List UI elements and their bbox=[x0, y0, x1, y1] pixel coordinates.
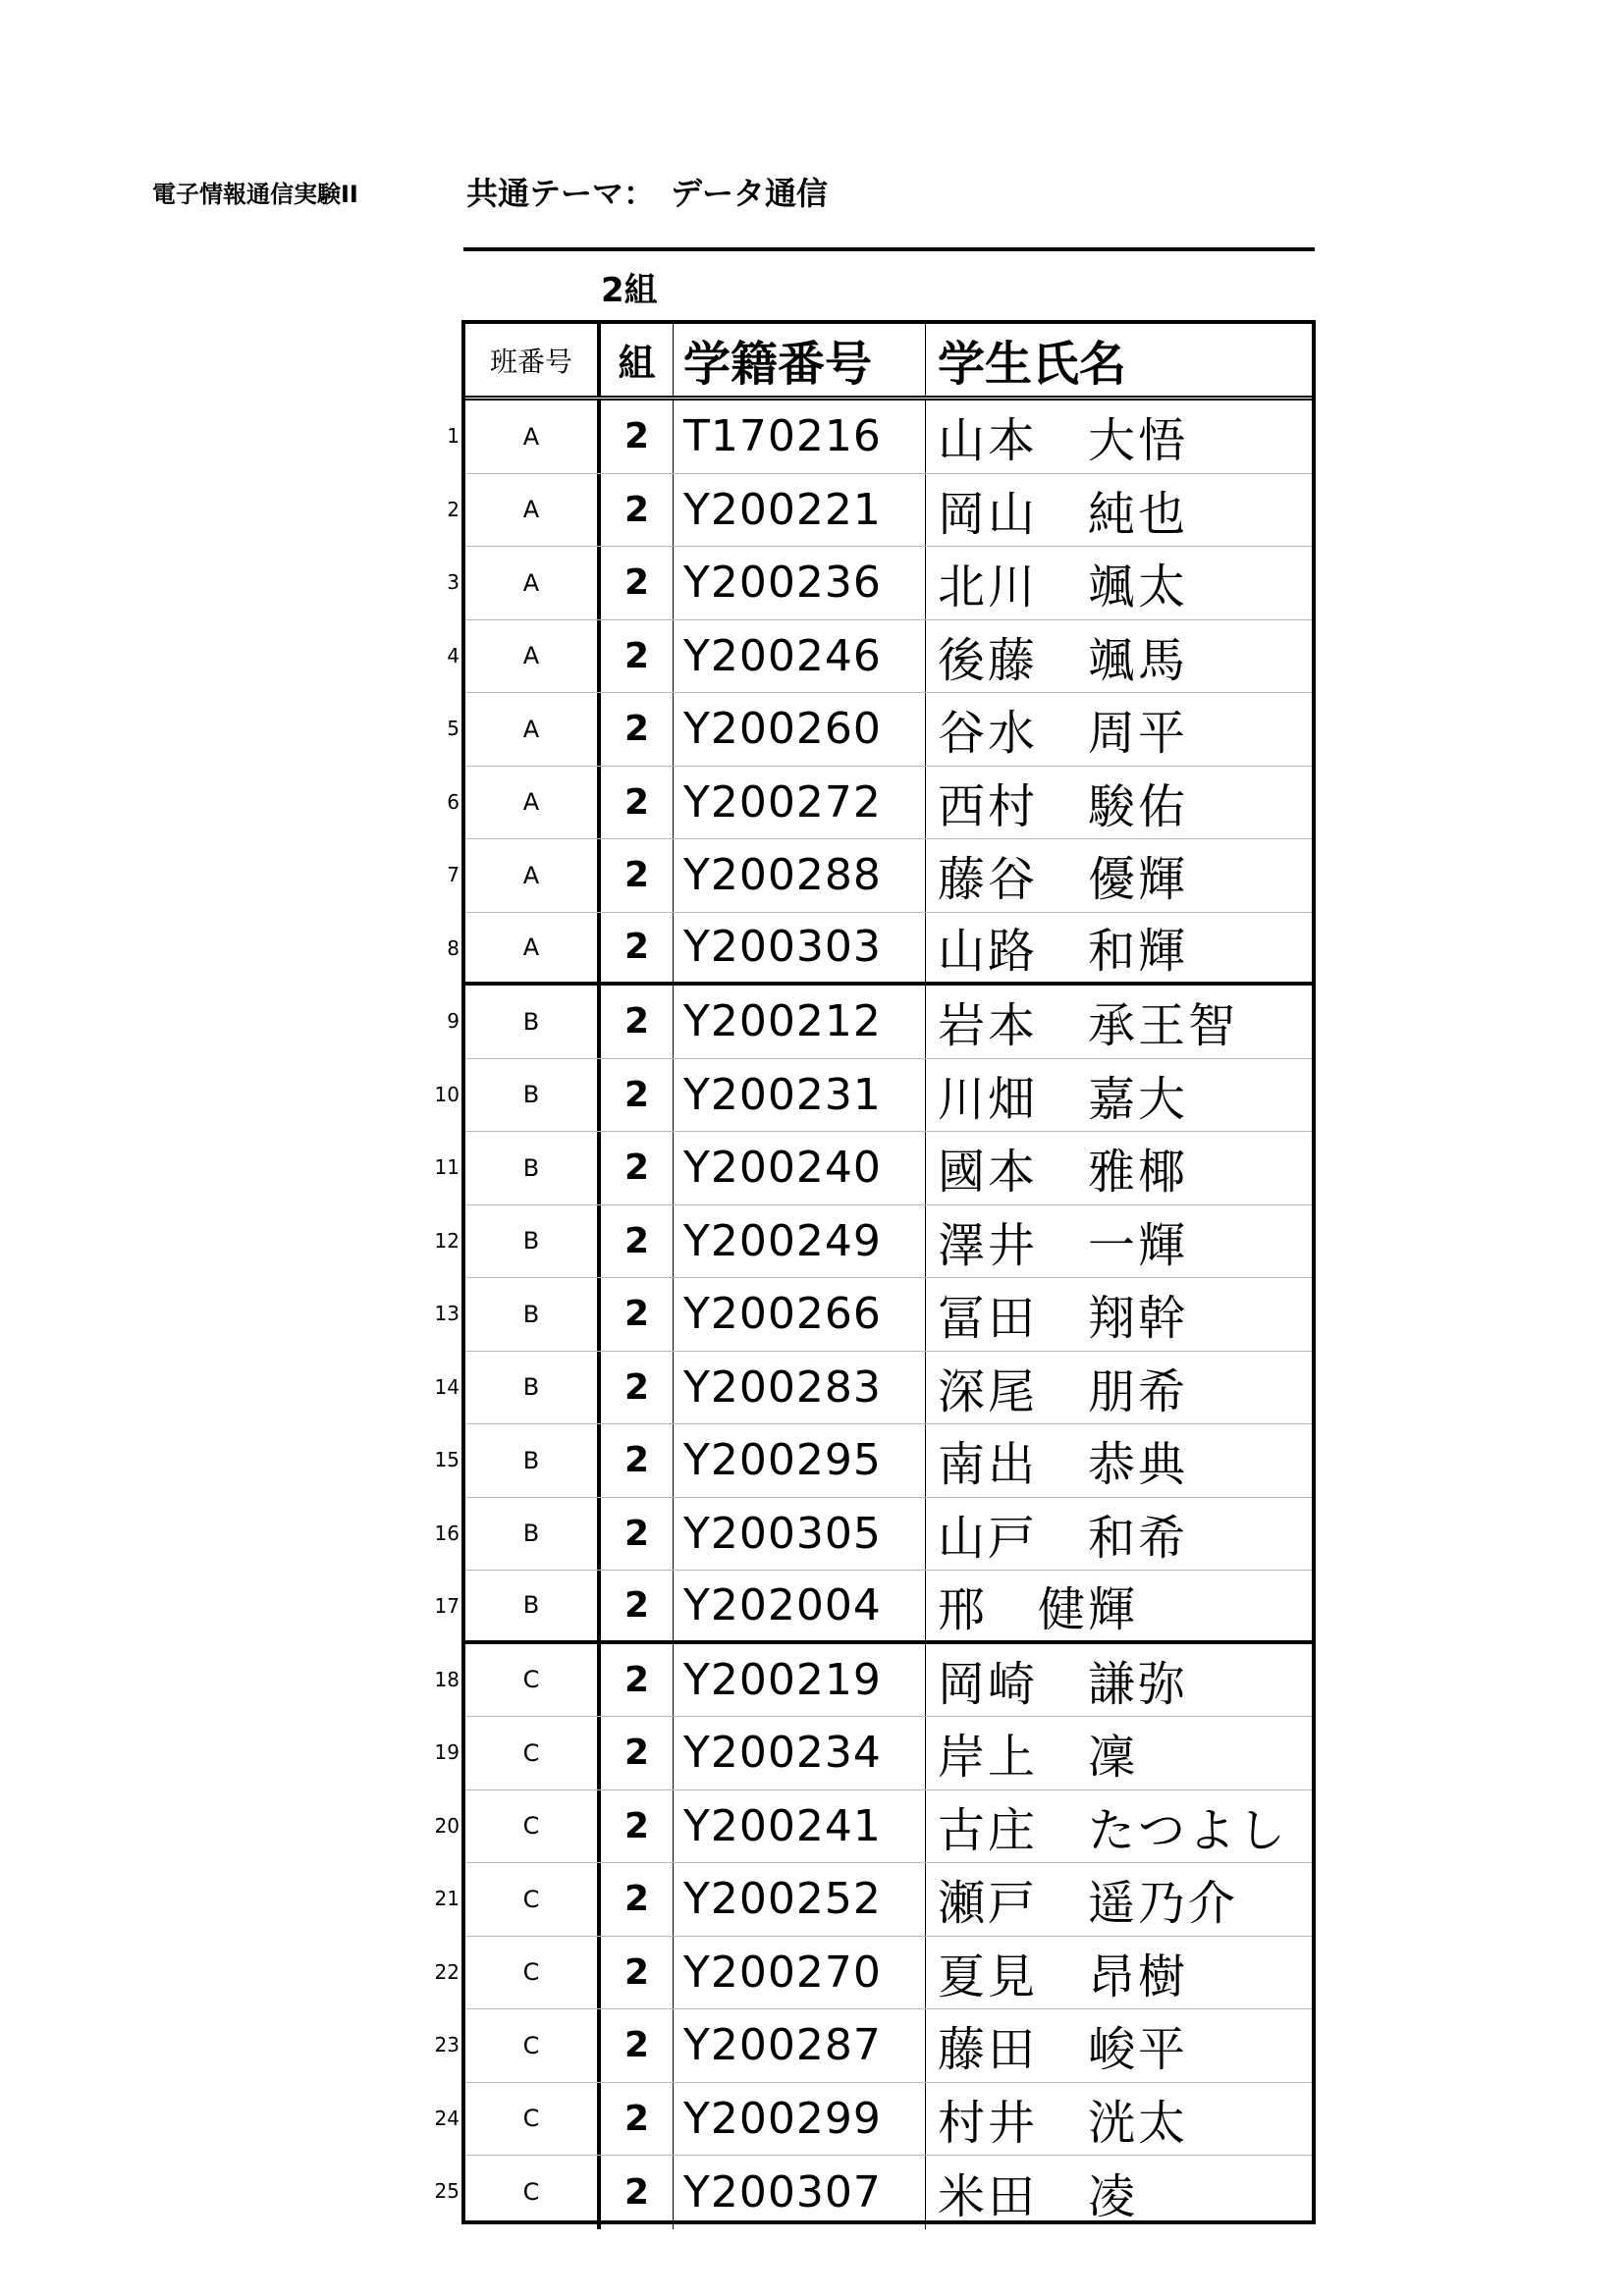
class-cell: 2 bbox=[601, 1352, 674, 1424]
class-cell: 2 bbox=[601, 1717, 674, 1789]
row-number: 14 bbox=[434, 1374, 460, 1399]
table-row bbox=[465, 2009, 1312, 2083]
student-id-cell: Y200249 bbox=[674, 1205, 926, 1278]
han-cell: A bbox=[465, 767, 601, 839]
row-number: 20 bbox=[434, 1813, 460, 1838]
student-id-cell: Y200283 bbox=[674, 1352, 926, 1424]
student-id-cell: Y200231 bbox=[674, 1059, 926, 1132]
student-name-cell: 村井 洸太 bbox=[938, 2095, 1189, 2151]
table-row bbox=[465, 1937, 1312, 2010]
han-cell: B bbox=[465, 1352, 601, 1424]
roster-table bbox=[461, 320, 1316, 2224]
row-number: 12 bbox=[434, 1228, 460, 1253]
class-cell: 2 bbox=[601, 1278, 674, 1351]
student-id-cell: Y200221 bbox=[674, 474, 926, 547]
theme-underline bbox=[463, 247, 1315, 251]
student-id-cell: Y200236 bbox=[674, 547, 926, 619]
class-cell: 2 bbox=[601, 1498, 674, 1571]
han-cell: C bbox=[465, 1937, 601, 2009]
student-name-cell: 國本 雅椰 bbox=[938, 1145, 1189, 1201]
table-row bbox=[465, 1571, 1312, 1644]
student-id-cell: Y200307 bbox=[674, 2156, 926, 2229]
row-number: 1 bbox=[447, 424, 460, 449]
han-cell: B bbox=[465, 1278, 601, 1351]
class-cell: 2 bbox=[601, 1644, 674, 1717]
table-row bbox=[465, 693, 1312, 767]
row-number: 2 bbox=[447, 497, 460, 521]
row-number: 25 bbox=[434, 2179, 460, 2204]
table-header-row bbox=[465, 324, 1312, 400]
row-number: 5 bbox=[447, 717, 460, 741]
student-id-cell: Y200287 bbox=[674, 2009, 926, 2082]
table-row bbox=[465, 1498, 1312, 1572]
student-name-cell: 川畑 嘉大 bbox=[938, 1071, 1189, 1127]
student-id-cell: Y200246 bbox=[674, 620, 926, 693]
han-cell: B bbox=[465, 1498, 601, 1571]
row-number: 17 bbox=[434, 1594, 460, 1619]
han-cell: A bbox=[465, 839, 601, 912]
student-name-cell: 山本 大悟 bbox=[938, 413, 1189, 469]
han-cell: C bbox=[465, 1717, 601, 1789]
han-cell: A bbox=[465, 693, 601, 766]
class-cell: 2 bbox=[601, 1132, 674, 1204]
table-row bbox=[465, 839, 1312, 913]
student-id-cell: Y200305 bbox=[674, 1498, 926, 1571]
han-cell: C bbox=[465, 1644, 601, 1717]
row-number: 6 bbox=[447, 789, 460, 814]
student-name-cell: 岡崎 謙弥 bbox=[938, 1656, 1189, 1712]
table-row bbox=[465, 1205, 1312, 1279]
student-name-cell: 米田 凌 bbox=[938, 2168, 1139, 2224]
student-id-cell: T170216 bbox=[674, 400, 926, 473]
student-id-cell: Y200240 bbox=[674, 1132, 926, 1204]
student-id-cell: Y200252 bbox=[674, 1863, 926, 1936]
row-number: 7 bbox=[447, 863, 460, 887]
student-name-cell: 谷水 周平 bbox=[938, 706, 1189, 762]
student-name-cell: 岩本 承王智 bbox=[938, 998, 1239, 1054]
han-cell: B bbox=[465, 1205, 601, 1278]
student-id-cell: Y200260 bbox=[674, 693, 926, 766]
han-cell: B bbox=[465, 1059, 601, 1132]
student-name-cell: 岡山 純也 bbox=[938, 486, 1189, 542]
table-row bbox=[465, 1059, 1312, 1133]
student-id-cell: Y200303 bbox=[674, 913, 926, 983]
han-cell: C bbox=[465, 2083, 601, 2156]
student-id-cell: Y200266 bbox=[674, 1278, 926, 1351]
table-row bbox=[465, 767, 1312, 840]
class-cell: 2 bbox=[601, 2083, 674, 2156]
row-number: 24 bbox=[434, 2106, 460, 2130]
row-number: 10 bbox=[434, 1082, 460, 1106]
class-cell: 2 bbox=[601, 1937, 674, 2009]
table-row bbox=[465, 2156, 1312, 2229]
student-id-cell: Y200288 bbox=[674, 839, 926, 912]
student-id-cell: Y200295 bbox=[674, 1424, 926, 1497]
student-name-cell: 澤井 一輝 bbox=[938, 1217, 1189, 1273]
class-cell: 2 bbox=[601, 620, 674, 693]
student-name-cell: 冨田 翔幹 bbox=[938, 1291, 1189, 1347]
table-row bbox=[465, 1278, 1312, 1352]
table-row bbox=[465, 913, 1312, 987]
han-cell: B bbox=[465, 986, 601, 1058]
han-cell: B bbox=[465, 1571, 601, 1640]
student-name-cell: 藤田 峻平 bbox=[938, 2022, 1189, 2078]
row-number: 21 bbox=[434, 1887, 460, 1911]
han-cell: B bbox=[465, 1424, 601, 1497]
han-cell: C bbox=[465, 2009, 601, 2082]
class-cell: 2 bbox=[601, 547, 674, 619]
row-number: 8 bbox=[447, 935, 460, 960]
student-name-cell: 山戸 和希 bbox=[938, 1510, 1189, 1566]
student-name-cell: 岸上 凜 bbox=[938, 1730, 1139, 1786]
row-number: 16 bbox=[434, 1521, 460, 1545]
header-student-id: 学籍番号 bbox=[674, 324, 926, 396]
student-name-cell: 西村 駿佑 bbox=[938, 778, 1189, 834]
table-row bbox=[465, 400, 1312, 474]
header-student-name: 学生氏名 bbox=[938, 337, 1127, 392]
han-cell: A bbox=[465, 620, 601, 693]
student-name-cell: 後藤 颯馬 bbox=[938, 632, 1189, 688]
student-name-cell: 南出 恭典 bbox=[938, 1437, 1189, 1493]
row-number: 13 bbox=[434, 1302, 460, 1326]
row-number: 19 bbox=[434, 1740, 460, 1765]
class-cell: 2 bbox=[601, 400, 674, 473]
student-name-cell: 瀬戸 遥乃介 bbox=[938, 1876, 1239, 1932]
class-cell: 2 bbox=[601, 1790, 674, 1863]
student-id-cell: Y200241 bbox=[674, 1790, 926, 1863]
group-heading: 2組 bbox=[601, 271, 658, 310]
student-id-cell: Y200299 bbox=[674, 2083, 926, 2156]
table-row bbox=[465, 1352, 1312, 1425]
han-cell: C bbox=[465, 1863, 601, 1936]
student-id-cell: Y202004 bbox=[674, 1571, 926, 1640]
class-cell: 2 bbox=[601, 1059, 674, 1132]
header-class: 組 bbox=[601, 324, 674, 396]
student-name-cell: 夏見 昂樹 bbox=[938, 1949, 1189, 2004]
class-cell: 2 bbox=[601, 693, 674, 766]
student-name-cell: 古庄 たつよし bbox=[938, 1802, 1289, 1858]
class-cell: 2 bbox=[601, 1863, 674, 1936]
student-name-cell: 藤谷 優輝 bbox=[938, 852, 1189, 908]
table-row bbox=[465, 1644, 1312, 1718]
table-row bbox=[465, 474, 1312, 548]
han-cell: A bbox=[465, 400, 601, 473]
header-han-number: 班番号 bbox=[465, 324, 601, 396]
class-cell: 2 bbox=[601, 2156, 674, 2229]
class-cell: 2 bbox=[601, 2009, 674, 2082]
row-number: 18 bbox=[434, 1667, 460, 1691]
table-row bbox=[465, 620, 1312, 694]
class-cell: 2 bbox=[601, 1571, 674, 1640]
row-number: 9 bbox=[447, 1009, 460, 1034]
student-id-cell: Y200212 bbox=[674, 986, 926, 1058]
table-row bbox=[465, 1717, 1312, 1790]
han-cell: A bbox=[465, 547, 601, 619]
row-number: 3 bbox=[447, 570, 460, 595]
course-title: 電子情報通信実験II bbox=[152, 181, 358, 208]
class-cell: 2 bbox=[601, 474, 674, 547]
row-number: 4 bbox=[447, 643, 460, 667]
han-cell: A bbox=[465, 474, 601, 547]
table-row bbox=[465, 1424, 1312, 1498]
class-cell: 2 bbox=[601, 767, 674, 839]
class-cell: 2 bbox=[601, 1205, 674, 1278]
row-number: 22 bbox=[434, 1959, 460, 1984]
row-number: 15 bbox=[434, 1448, 460, 1472]
class-cell: 2 bbox=[601, 913, 674, 983]
class-cell: 2 bbox=[601, 839, 674, 912]
han-cell: C bbox=[465, 1790, 601, 1863]
student-name-cell: 邢 健輝 bbox=[938, 1581, 1139, 1637]
table-row bbox=[465, 986, 1312, 1059]
han-cell: A bbox=[465, 913, 601, 983]
table-row bbox=[465, 1132, 1312, 1205]
table-row bbox=[465, 1863, 1312, 1937]
row-number: 11 bbox=[434, 1155, 460, 1180]
student-name-cell: 深尾 朋希 bbox=[938, 1363, 1189, 1419]
student-id-cell: Y200272 bbox=[674, 767, 926, 839]
table-row bbox=[465, 2083, 1312, 2157]
table-row bbox=[465, 547, 1312, 620]
student-name-cell: 北川 颯太 bbox=[938, 560, 1189, 615]
han-cell: B bbox=[465, 1132, 601, 1204]
student-id-cell: Y200219 bbox=[674, 1644, 926, 1717]
class-cell: 2 bbox=[601, 1424, 674, 1497]
class-cell: 2 bbox=[601, 986, 674, 1058]
theme-title: 共通テーマ： データ通信 bbox=[466, 175, 829, 212]
table-row bbox=[465, 1790, 1312, 1864]
han-cell: C bbox=[465, 2156, 601, 2229]
student-id-cell: Y200234 bbox=[674, 1717, 926, 1789]
student-name-cell: 山路 和輝 bbox=[938, 924, 1189, 980]
student-id-cell: Y200270 bbox=[674, 1937, 926, 2009]
row-number: 23 bbox=[434, 2033, 460, 2057]
